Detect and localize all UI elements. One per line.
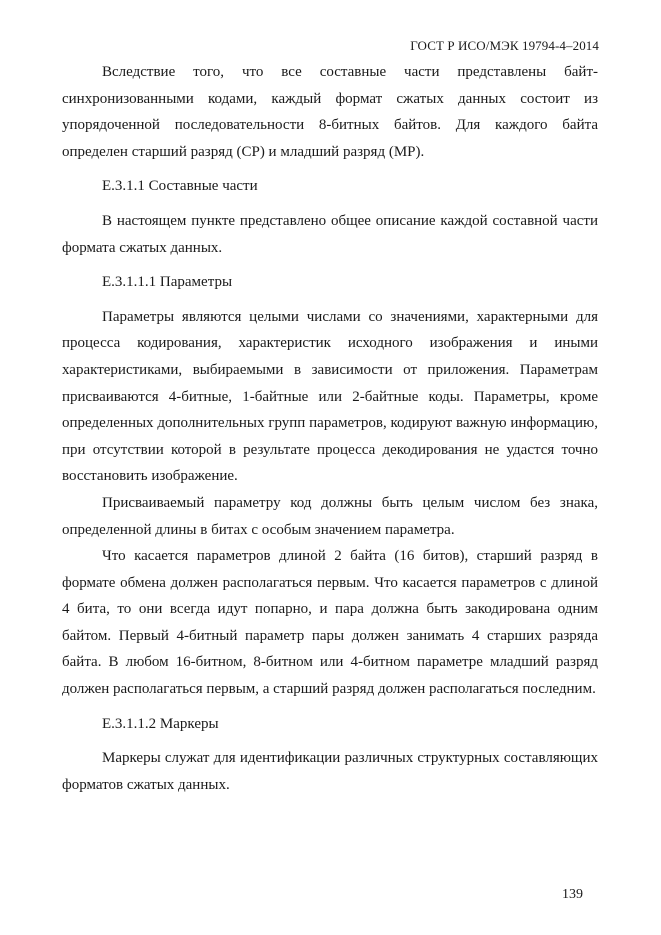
components-paragraph: В настоящем пункте представлено общее описание каждой составной части формата сжатых данных. <box>62 212 598 256</box>
parameters-paragraph: Параметры являются целыми числами со значениями, характерными для процесса кодирования, характеристик исходного изображения и иными характеристиками, выбираемыми в зависимости от приложения. Параметрам присваиваются 4-битные, 1-байтные или 2-байтные коды. Параметры, кроме определенных дополнительных групп параметров, кодируют важную информацию, при отсутствии которой в результате процесса декодирования не удастся точно восстановить изображение. <box>62 308 598 485</box>
parameter-code-paragraph: Присваиваемый параметру код должны быть целым числом без знака, определенной длины в битах с особым значением параметра. <box>62 494 598 538</box>
section-heading-parameters: E.3.1.1.1 Параметры <box>102 274 233 291</box>
page-content <box>62 59 598 798</box>
section-heading-components: E.3.1.1 Составные части <box>102 178 258 195</box>
document-header: ГОСТ Р ИСО/МЭК 19794-4–2014 <box>410 38 599 53</box>
markers-paragraph: Маркеры служат для идентификации различных структурных составляющих форматов сжатых данных. <box>62 750 598 793</box>
parameter-order-paragraph: Что касается параметров длиной 2 байта (16 битов), старший разряд в формате обмена должен располагаться первым. Что касается параметров с длиной 4 бита, то они всегда идут попарно, и пара должна быть закодирована одним байтом. Первый 4-битный параметр пары должен занимать 4 старших разряда байта. В любом 16-битном, 8-битном или 4-битном параметре младший разряд должен располагаться первым, а старший разряд должен располагаться последним. <box>62 548 598 698</box>
section-heading-markers: E.3.1.1.2 Маркеры <box>102 715 219 732</box>
page-number: 139 <box>562 887 583 902</box>
intro-paragraph: Вследствие того, что все составные части представлены байт-синхронизованными кодами, каждый формат сжатых данных состоит из упорядоченной последовательности 8-битных байтов. Для каждого байта определен старший разряд (СР) и младший разряд (МР). <box>62 64 598 160</box>
